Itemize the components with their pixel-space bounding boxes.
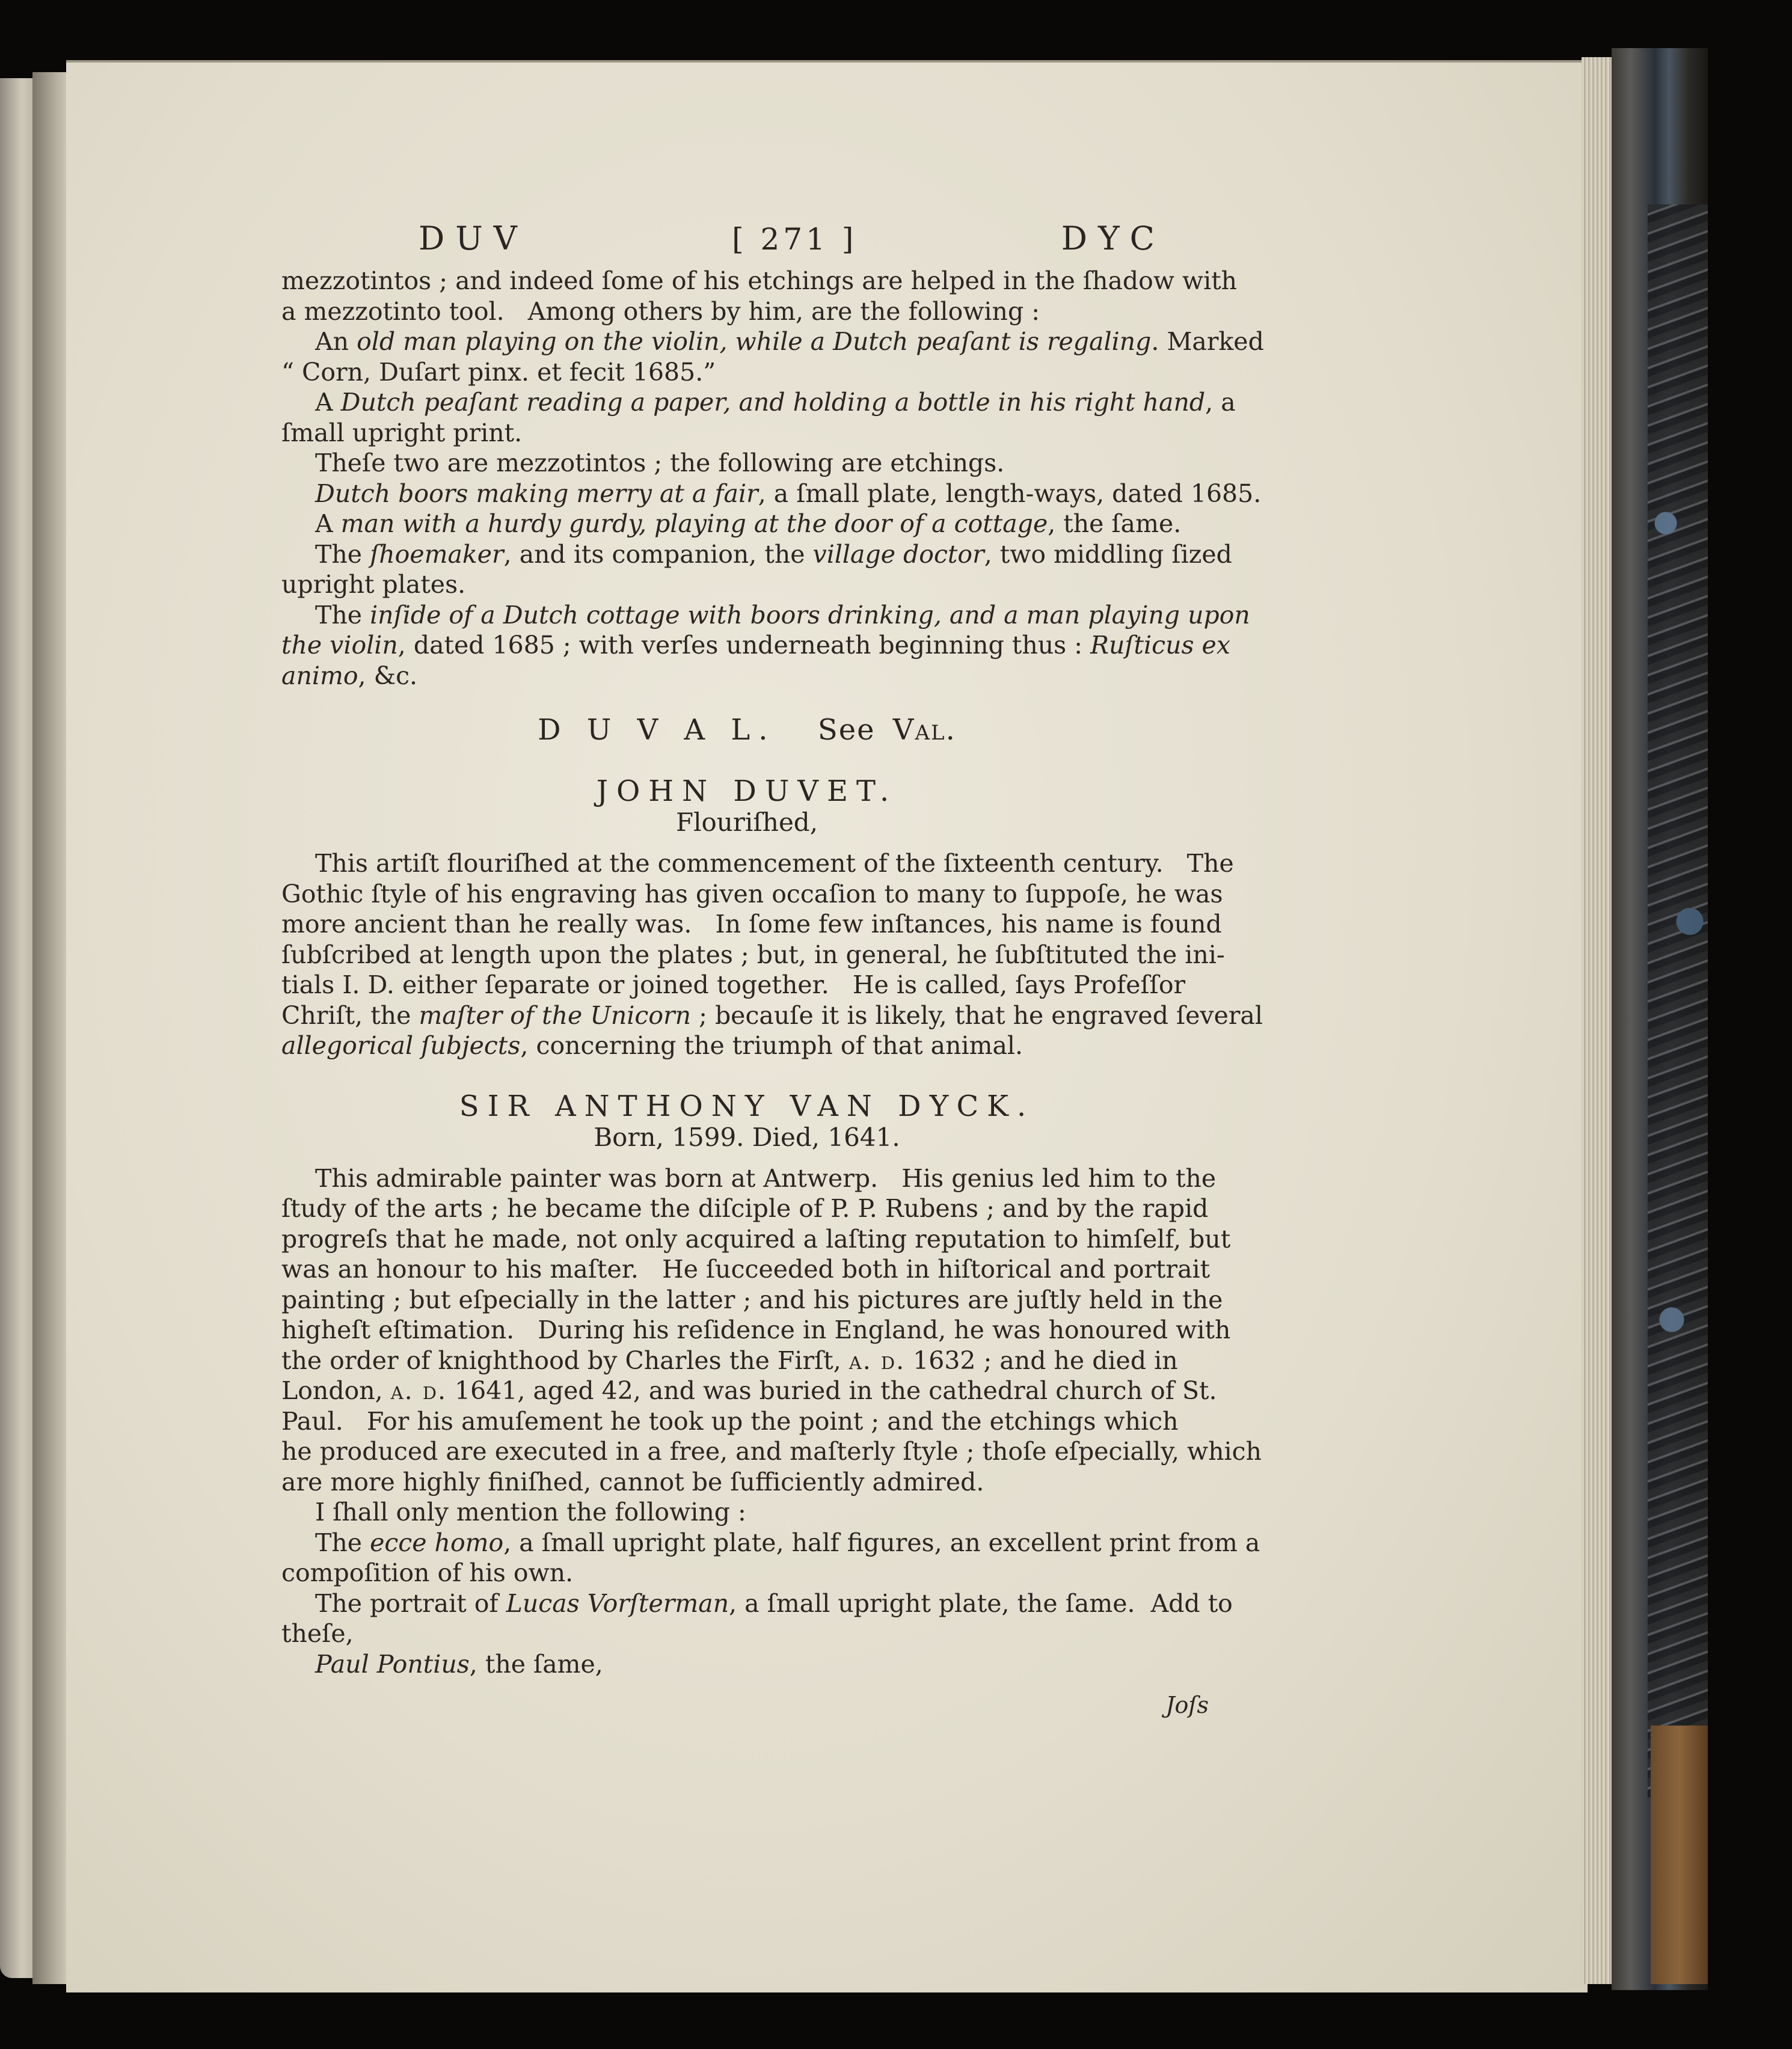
running-head-right: DYC (1061, 219, 1165, 257)
text-line (281, 296, 1212, 327)
print-title: village doctor (812, 539, 984, 569)
dusart-continuation (281, 266, 1264, 691)
text-line (281, 1193, 1212, 1224)
line-text: This artiſt flouriſhed at the commencement of the ſixteenth century. The (315, 849, 1234, 878)
line-text: ſmall upright print. (281, 418, 523, 447)
line-text: , and its companion, the (503, 539, 813, 569)
text-line (281, 1315, 1231, 1346)
text-line (281, 1406, 1212, 1437)
line-text: The (315, 539, 370, 569)
vandyck-dates: Born, 1599. Died, 1641. (594, 1122, 900, 1152)
text-line (281, 909, 1222, 940)
text-line (281, 1558, 1212, 1588)
text-line (281, 479, 1262, 509)
line-text: , two middling ſized (984, 539, 1232, 569)
text-line (281, 1285, 1223, 1315)
epithet: maſter of the Unicorn (419, 1000, 692, 1030)
artist-name: D U V A L. (538, 713, 776, 747)
text-line (281, 1163, 1217, 1194)
verse-quote: animo (281, 661, 358, 690)
text-line (281, 509, 1212, 539)
text-line (281, 600, 1250, 631)
text-line (281, 1000, 1263, 1031)
line-text: theſe, (281, 1619, 354, 1648)
duvet-entry (281, 848, 1263, 1061)
print-title: Paul Pontius (315, 1649, 470, 1679)
text-line (281, 1619, 1212, 1649)
line-text: a mezzotinto tool. Among others by him, are the following : (281, 296, 1040, 326)
text-line (281, 539, 1232, 570)
cross-ref-target: Val. (892, 713, 956, 747)
text-line (281, 970, 1212, 1000)
line-text: progreſs that he made, not only acquired a laſting reputation to himſelf, but (281, 1224, 1231, 1254)
vandyck-heading: SIR ANTHONY VAN DYCK. (459, 1089, 1035, 1123)
line-text: , a ſmall upright plate, the ſame. Add to (729, 1588, 1233, 1618)
line-text: tials I. D. either ſeparate or joined together. He is called, ſays Profeſſor (281, 970, 1186, 999)
line-text: A (315, 388, 341, 417)
text-line (281, 1497, 1212, 1528)
print-title: ſhoemaker (370, 539, 504, 569)
duvet-dates: Flouriſhed, (675, 807, 818, 837)
line-text: I ſhall only mention the following : (315, 1498, 746, 1527)
text-line (281, 1588, 1233, 1619)
verse-quote: Ruſticus ex (1090, 631, 1230, 660)
left-page-edge (0, 78, 36, 1978)
print-title: the violin (281, 631, 398, 660)
line-text: , concerning the triumph of that animal. (520, 1031, 1023, 1060)
line-text: Chriſt, the (281, 1000, 419, 1030)
text-line (281, 661, 1212, 691)
line-text: The portrait of (315, 1588, 506, 1618)
line-text: Theſe two are mezzotintos ; the following are etchings. (315, 449, 1005, 477)
line-text: , a ſmall plate, length-ways, dated 1685. (758, 479, 1262, 508)
line-text: compoſition of his own. (281, 1558, 574, 1587)
text-line (281, 848, 1234, 879)
line-text: he produced are executed in a free, and maſterly ſtyle ; thoſe eſpecially, which (281, 1437, 1262, 1466)
era-abbrev: a. d. (390, 1376, 447, 1405)
line-text: The (315, 1528, 370, 1557)
line-text: This admirable painter was born at Antwerp. His genius led him to the (315, 1163, 1217, 1193)
line-text: . Marked (1151, 327, 1264, 356)
line-text: A (315, 509, 341, 538)
line-text: London, (281, 1376, 391, 1405)
print-title: ecce homo (370, 1528, 504, 1557)
duvet-heading: JOHN DUVET. (596, 774, 898, 808)
line-text: more ancient than he really was. In ſome few inſtances, his name is found (281, 910, 1222, 939)
print-title: allegorical ſubjects (281, 1031, 521, 1060)
print-title: Lucas Vorſterman (506, 1588, 729, 1618)
print-title: Dutch peaſant reading a paper, and holding a bottle in his right hand (340, 388, 1206, 417)
line-text: Gothic ſtyle of his engraving has given occaſion to many to ſuppoſe, he was (281, 879, 1223, 908)
line-text: Paul. For his amuſement he took up the point ; and the etchings which (281, 1406, 1179, 1436)
cross-ref-label: See (817, 713, 876, 747)
line-text: mezzotintos ; and indeed ſome of his etchings are helped in the ſhadow with (281, 266, 1238, 295)
catchword: Joſs (1165, 1692, 1209, 1718)
line-text: ſubſcribed at length upon the plates ; but, in general, he ſubſtituted the ini- (281, 940, 1225, 969)
text-block (281, 219, 1264, 1721)
line-text: was an honour to his maſter. He ſucceeded both in hiſtorical and portrait (281, 1255, 1211, 1284)
line-text: , a (1205, 388, 1236, 417)
text-line (281, 1346, 1212, 1376)
text-line (281, 1528, 1260, 1558)
line-text: , a ſmall upright plate, half figures, an excellent print from a (503, 1528, 1260, 1557)
line-text: “ Corn, Duſart pinx. et fecit 1685.” (281, 357, 716, 387)
running-head-left: DUV (419, 219, 528, 257)
text-line (281, 326, 1264, 357)
running-head (419, 219, 1165, 260)
marbled-paper (1648, 204, 1708, 1798)
line-text: , &c. (358, 661, 418, 690)
print-title: man with a hurdy gurdy, playing at the door of a cottage (340, 509, 1048, 538)
text-line (281, 879, 1223, 910)
line-text: ; becauſe it is likely, that he engraved ſeveral (691, 1000, 1263, 1030)
line-text: 1632 ; and he died in (905, 1346, 1178, 1375)
text-line (281, 1254, 1212, 1285)
line-text: An (315, 327, 357, 356)
text-line (281, 1649, 1212, 1680)
line-text: , the ſame. (1048, 509, 1182, 538)
line-text: 1641, aged 42, and was buried in the cathedral church of St. (447, 1376, 1217, 1405)
vandyck-entry (281, 1163, 1262, 1680)
text-line (281, 387, 1236, 418)
text-line (281, 1376, 1217, 1406)
leather-corner (1651, 1726, 1708, 1984)
line-text: higheſt eſtimation. During his reſidence in England, he was honoured with (281, 1315, 1231, 1344)
line-text: , dated 1685 ; with verſes underneath beginning thus : (397, 631, 1091, 660)
text-line (281, 1436, 1262, 1467)
print-title: Dutch boors making merry at a fair (315, 479, 758, 508)
text-line (281, 448, 1212, 479)
line-text: , the ſame, (469, 1649, 603, 1679)
text-line (281, 1031, 1212, 1061)
text-line (281, 357, 1212, 388)
line-text: The (315, 600, 370, 629)
print-title: old man playing on the violin, while a Dutch peaſant is regaling (357, 327, 1152, 356)
line-text: ſtudy of the arts ; he became the diſciple of P. P. Rubens ; and by the rapid (281, 1194, 1209, 1223)
era-abbrev: a. d. (848, 1346, 906, 1375)
duval-heading (281, 714, 1212, 746)
text-line (281, 266, 1238, 296)
line-text: upright plates. (281, 570, 466, 599)
text-line (281, 630, 1230, 661)
text-line (281, 418, 1212, 449)
print-title: inſide of a Dutch cottage with boors drinking, and a man playing upon (370, 600, 1250, 629)
page-number: [ 271 ] (732, 222, 858, 257)
text-line (281, 940, 1225, 970)
text-line (281, 569, 1212, 600)
text-line (281, 1467, 1212, 1498)
line-text: are more highly finiſhed, cannot be ſufficiently admired. (281, 1467, 984, 1496)
line-text: painting ; but eſpecially in the latter ; and his pictures are juſtly held in the (281, 1285, 1223, 1314)
text-line (281, 1224, 1231, 1255)
line-text: the order of knighthood by Charles the Firſt, (281, 1346, 849, 1375)
